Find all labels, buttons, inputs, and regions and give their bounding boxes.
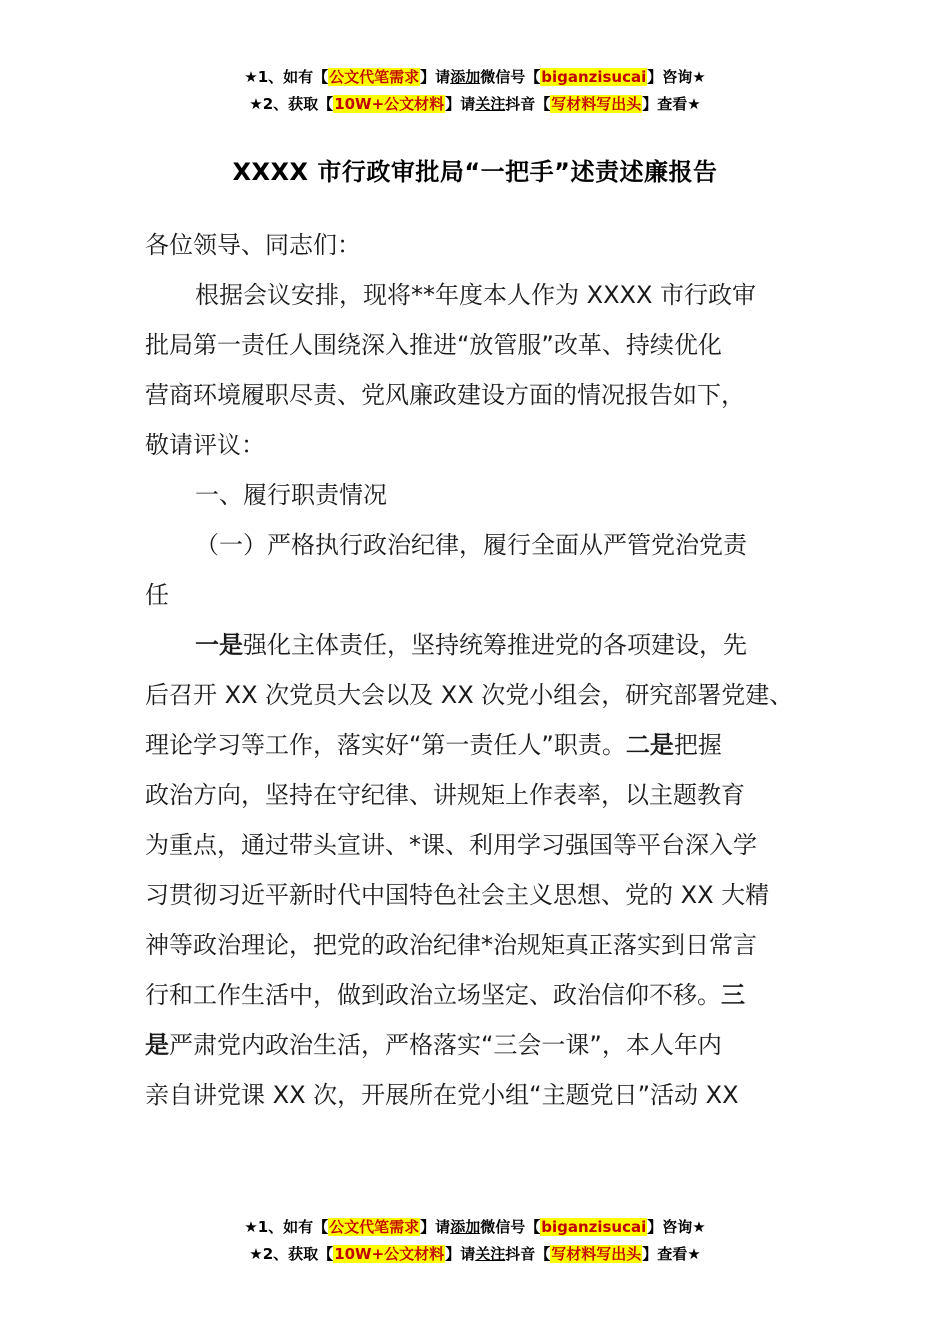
highlight-materials: 10W+公文材料 [334, 1245, 445, 1263]
document-body [145, 220, 810, 1120]
highlight-ghostwriting: 公文代笔需求 [329, 68, 420, 86]
banner-line-1: ★1、如有【公文代笔需求】请添加微信号【biganzisucai】咨询★ [244, 68, 706, 86]
highlight-ghostwriting: 公文代笔需求 [329, 1218, 420, 1236]
section-heading: 一、履行职责情况 [195, 481, 387, 509]
subsection-heading: （一）严格执行政治纪律，履行全面从严管党治党责 任 [145, 531, 747, 609]
banner-line-2: ★2、获取【10W+公文材料】请关注抖音【写材料写出头】查看★ [249, 95, 701, 113]
highlight-douyin: 写材料写出头 [551, 1245, 642, 1263]
highlight-wechat-id: biganzisucai [541, 1218, 647, 1236]
highlight-materials: 10W+公文材料 [334, 95, 445, 113]
header-banner [0, 64, 950, 118]
document-title: XXXX 市行政审批局“一把手”述责述廉报告 [232, 158, 718, 186]
highlight-wechat-id: biganzisucai [541, 68, 647, 86]
highlight-douyin: 写材料写出头 [551, 95, 642, 113]
body-paragraph: 一是强化主体责任，坚持统筹推进党的各项建设，先 后召开 XX 次党员大会以及 XX 次党小组会，研究部署党建、 理论学习等工作，落实好“第一责任人”职责。二是把握 政治方向，坚持在守纪律、讲规矩上作表率，以主题教育 为重点，通过带头宣讲、*课、利用学习强国等平台深入学 习贯彻习近平新时代中国特色社会主义思想、党的 XX 大精 神等政治理论，把党的政治纪律*治规矩真正落实到日常言 行和工作生活中，做到政治立场坚定、政治信仰不移。三 是严肃党内政治生活，严格落实“三会一课”，本人年内 亲自讲党课 XX 次，开展所在党小组“主题党日”活动 XX [145, 631, 794, 1109]
salutation: 各位领导、同志们： [145, 231, 361, 259]
banner-line-2: ★2、获取【10W+公文材料】请关注抖音【写材料写出头】查看★ [249, 1245, 701, 1263]
banner-line-1: ★1、如有【公文代笔需求】请添加微信号【biganzisucai】咨询★ [244, 1218, 706, 1236]
footer-banner [0, 1214, 950, 1268]
intro-paragraph: 根据会议安排，现将**年度本人作为 XXXX 市行政审 批局第一责任人围绕深入推进“放管服”改革、持续优化 营商环境履职尽责、党风廉政建设方面的情况报告如下， 敬请评议： [145, 281, 757, 459]
